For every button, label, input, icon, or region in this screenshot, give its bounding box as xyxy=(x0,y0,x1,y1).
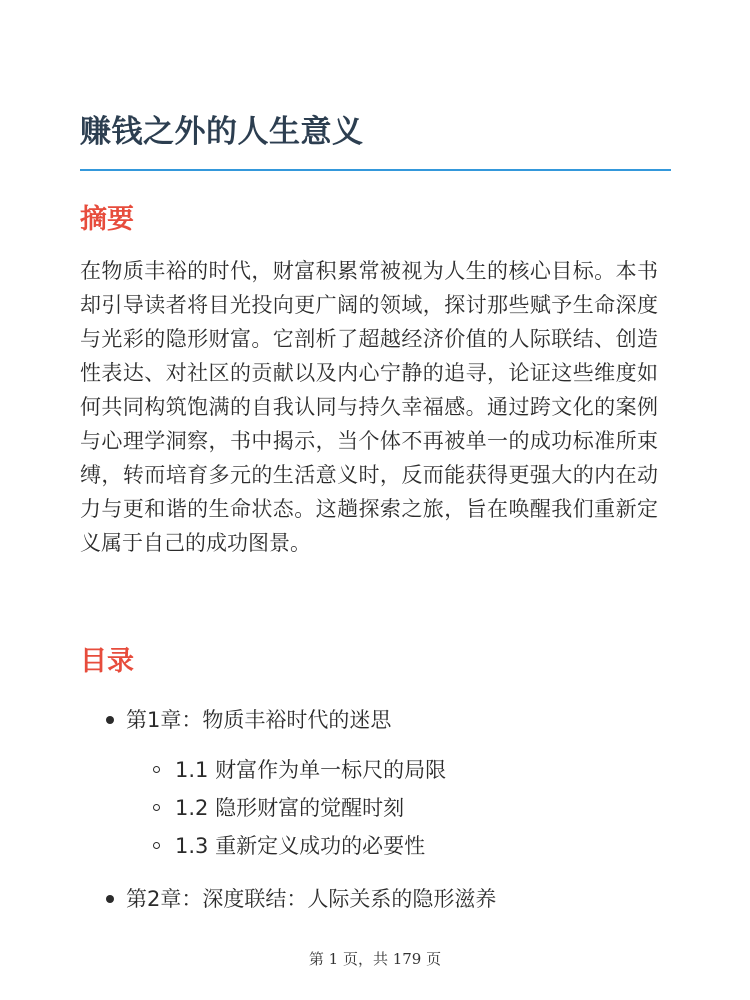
toc-section-1-3[interactable]: 1.3 重新定义成功的必要性 xyxy=(175,834,426,858)
title-divider xyxy=(80,169,671,171)
abstract-heading: 摘要 xyxy=(80,204,134,235)
toc-heading: 目录 xyxy=(80,646,134,677)
page-number-footer: 第 1 页，共 179 页 xyxy=(308,950,442,968)
book-title: 赚钱之外的人生意义 xyxy=(80,114,364,150)
toc-subbullet-icon xyxy=(153,804,160,811)
toc-section-1-1[interactable]: 1.1 财富作为单一标尺的局限 xyxy=(175,758,447,782)
toc-chapter-2[interactable]: 第2章：深度联结：人际关系的隐形滋养 xyxy=(126,887,497,911)
abstract-text: 在物质丰裕的时代，财富积累常被视为人生的核心目标。本书却引导读者将目光投向更广阔的领域，探讨那些赋予生命深度与光彩的隐形财富。它剖析了超越经济价值的人际联结、创造性表达、对社区的贡献以及内心宁静的追寻，论证这些维度如何共同构筑饱满的自我认同与持久幸福感。通过跨文化的案例与心理学洞察，书中揭示，当个体不再被单一的成功标准所束缚，转而培育多元的生活意义时，反而能获得更强大的内在动力与更和谐的生命状态。这趟探索之旅，旨在唤醒我们重新定义属于自己的成功图景。 xyxy=(80,259,658,555)
toc-section-1-2[interactable]: 1.2 隐形财富的觉醒时刻 xyxy=(175,796,405,820)
document-page xyxy=(80,0,672,1000)
toc-bullet-icon xyxy=(106,895,114,903)
toc-bullet-icon xyxy=(106,716,114,724)
toc-chapter-1[interactable]: 第1章：物质丰裕时代的迷思 xyxy=(126,708,392,732)
toc-subbullet-icon xyxy=(153,766,160,773)
toc-subbullet-icon xyxy=(153,842,160,849)
